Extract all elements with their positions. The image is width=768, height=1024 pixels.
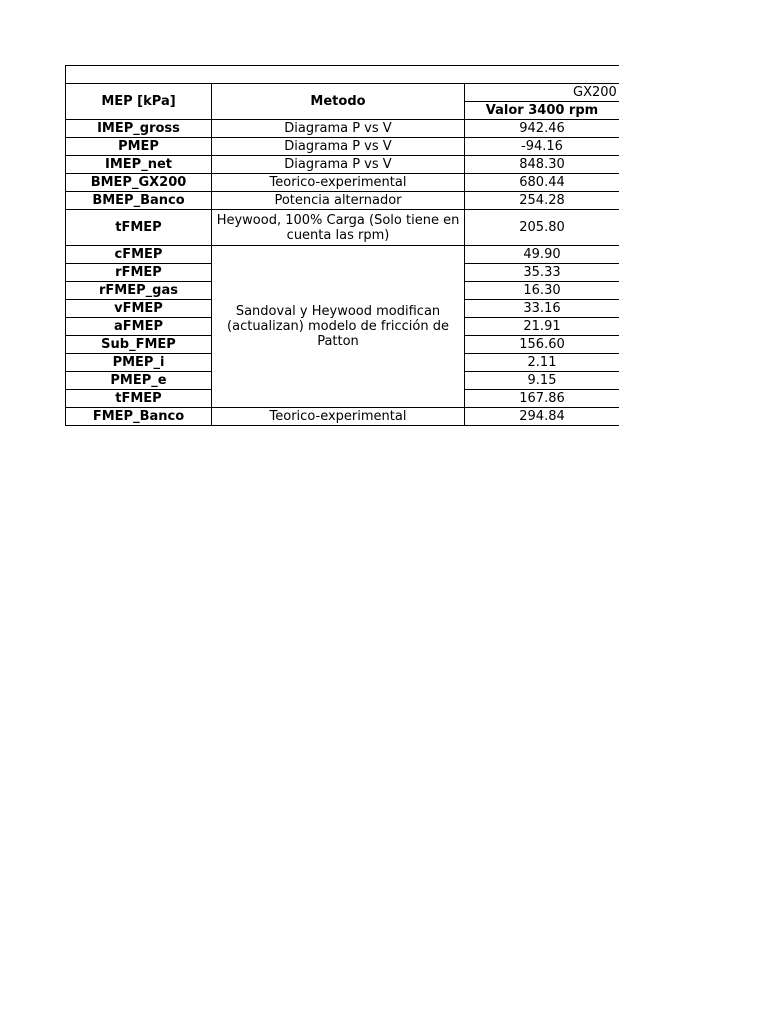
- title-cell: [66, 66, 620, 84]
- valor-cell: 33.16: [465, 300, 620, 318]
- metodo-cell: Teorico-experimental: [212, 174, 465, 192]
- header-metodo: Metodo: [212, 84, 465, 120]
- valor-cell: 254.28: [465, 192, 620, 210]
- metodo-cell: Diagrama P vs V: [212, 138, 465, 156]
- table-row: [66, 210, 620, 246]
- mep-cell: tFMEP: [66, 210, 212, 246]
- table-row: [66, 120, 620, 138]
- title-row: [66, 66, 620, 84]
- header-mep: MEP [kPa]: [66, 84, 212, 120]
- valor-cell: -94.16: [465, 138, 620, 156]
- valor-cell: 156.60: [465, 336, 620, 354]
- table-row: [66, 192, 620, 210]
- header-group-gx200: GX200: [465, 84, 620, 102]
- valor-cell: 848.30: [465, 156, 620, 174]
- valor-cell: 35.33: [465, 264, 620, 282]
- mep-cell: aFMEP: [66, 318, 212, 336]
- mep-cell: FMEP_Banco: [66, 408, 212, 426]
- table-row: [66, 138, 620, 156]
- metodo-cell: Diagrama P vs V: [212, 120, 465, 138]
- valor-cell: 16.30: [465, 282, 620, 300]
- valor-cell: 49.90: [465, 246, 620, 264]
- valor-cell: 2.11: [465, 354, 620, 372]
- mep-cell: vFMEP: [66, 300, 212, 318]
- metodo-cell: Diagrama P vs V: [212, 156, 465, 174]
- valor-cell: 680.44: [465, 174, 620, 192]
- table-row: [66, 156, 620, 174]
- mep-cell: IMEP_gross: [66, 120, 212, 138]
- table-row: [66, 408, 620, 426]
- mep-cell: tFMEP: [66, 390, 212, 408]
- mep-cell: Sub_FMEP: [66, 336, 212, 354]
- mep-table: [65, 65, 619, 426]
- mep-cell: BMEP_Banco: [66, 192, 212, 210]
- metodo-cell: Teorico-experimental: [212, 408, 465, 426]
- metodo-cell: Potencia alternador: [212, 192, 465, 210]
- mep-cell: PMEP: [66, 138, 212, 156]
- mep-cell: IMEP_net: [66, 156, 212, 174]
- valor-cell: 21.91: [465, 318, 620, 336]
- header-valor: Valor 3400 rpm: [465, 102, 620, 120]
- merged-metodo-cell: Sandoval y Heywood modifican (actualizan) modelo de fricción de Patton: [212, 246, 465, 408]
- spreadsheet-region: [65, 65, 619, 435]
- mep-cell: rFMEP_gas: [66, 282, 212, 300]
- valor-cell: 167.86: [465, 390, 620, 408]
- valor-cell: 942.46: [465, 120, 620, 138]
- valor-cell: 9.15: [465, 372, 620, 390]
- metodo-cell: Heywood, 100% Carga (Solo tiene en cuenta las rpm): [212, 210, 465, 246]
- mep-cell: PMEP_e: [66, 372, 212, 390]
- mep-cell: cFMEP: [66, 246, 212, 264]
- mep-cell: BMEP_GX200: [66, 174, 212, 192]
- header-row-1: [66, 84, 620, 102]
- table-row: [66, 246, 620, 264]
- mep-cell: PMEP_i: [66, 354, 212, 372]
- mep-cell: rFMEP: [66, 264, 212, 282]
- valor-cell: 205.80: [465, 210, 620, 246]
- table-row: [66, 174, 620, 192]
- valor-cell: 294.84: [465, 408, 620, 426]
